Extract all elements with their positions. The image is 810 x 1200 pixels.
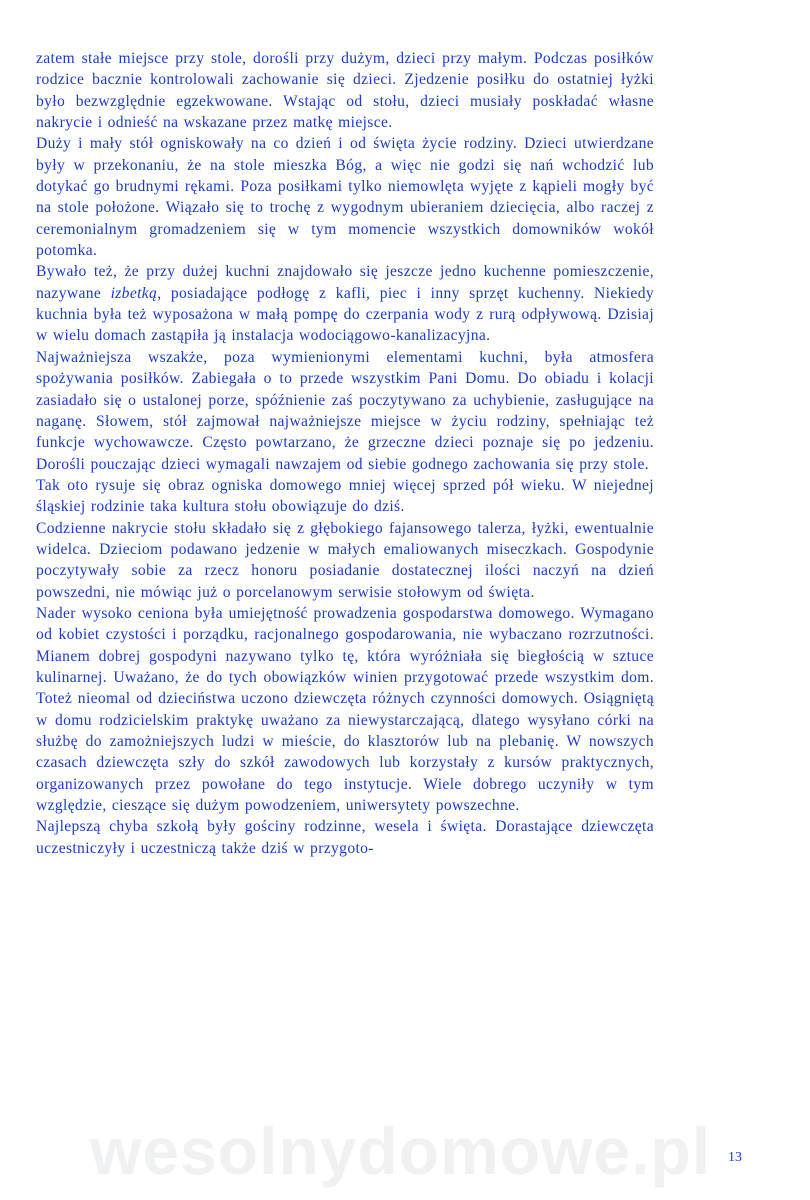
paragraph-6: Codzienne nakrycie stołu składało się z głębokiego fajansowego talerza, łyżki, ewentualnie widelca. Dzieciom podawano jedzenie w małych emaliowanych miseczkach. Gospodynie poczytywały sobie za rzecz honoru posiadanie dostatecznej ilości naczyń na dzień powszedni, nie mówiąc już o porcelanowym serwisie stołowym od święta.: [36, 519, 654, 601]
body-text: [36, 48, 654, 859]
paragraph-4: Najważniejsza wszakże, poza wymienionymi elementami kuchni, była atmosfera spożywania posiłków. Zabiegała o to przede wszystkim Pani Domu. Do obiadu i kolacji zasiadało się o ustalonej porze, spóźnienie zaś poczytywano za uchybienie, zasługujące na naganę. Słowem, stół zajmował najważniejsze miejsce w życiu rodziny, spełniając też funkcje wychowawcze. Często powtarzano, że grzeczne dzieci poznaje się po jedzeniu. Dorośli pouczając dzieci wymagali nawzajem od siebie godnego zachowania się przy stole.: [36, 348, 654, 473]
paragraph-3-text-end: , posiadające podłogę z kafli, piec i inny sprzęt kuchenny. Niekiedy kuchnia była też wyposażona w małą pompę do czerpania wody z rurą odpływową. Dzisiaj w wielu domach zastąpiła ją instalacja wodociągowo-kanalizacyjna.: [36, 284, 654, 345]
paragraph-3: [36, 261, 654, 346]
site-watermark: wesolnydomowe.pl: [90, 1114, 712, 1188]
paragraph-8: Najlepszą chyba szkołą były gościny rodzinne, wesela i święta. Dorastające dziewczęta uczestniczyły i uczestniczą także dziś w przygoto-: [36, 818, 654, 857]
paragraph-1: zatem stałe miejsce przy stole, dorośli przy dużym, dzieci przy małym. Podczas posiłków rodzice bacznie kontrolowali zachowanie się dzieci. Zjedzenie posiłku do ostatniej łyżki było bezwzględnie egzekwowane. Wstając od stołu, dzieci musiały poskładać własne nakrycie i odnieść na wskazane przez matkę miejsce.: [36, 50, 654, 132]
paragraph-7: Nader wysoko ceniona była umiejętność prowadzenia gospodarstwa domowego. Wymagano od kobiet czystości i porządku, racjonalnego gospodarowania, nie wybaczano rozrzutności. Mianem dobrej gospodyni nazywano tylko tę, która wyróżniała się biegłością w sztuce kulinarnej. Uważano, że do tych obowiązków winien przygotować przede wszystkim dom. Toteż nieomal od dzieciństwa uczono dziewczęta różnych czynności domowych. Osiągniętą w domu rodzicielskim praktykę uważano za niewystarczającą, dlatego wysyłano córki na służbę do zamożniejszych ludzi w mieście, do klasztorów lub na plebanię. W nowszych czasach dziewczęta szły do szkół zawodowych lub korzystały z kursów praktycznych, organizowanych przez powołane do tego instytucje. Wiele dobrego uczyniły w tym względzie, cieszące się dużym powodzeniem, uniwersytety powszechne.: [36, 604, 654, 815]
paragraph-3-text-start: Bywało też, że przy dużej kuchni znajdowało się jeszcze jedno kuchenne pomieszczenie, nazywane: [36, 263, 654, 302]
emphasized-term-izbetka: izbetką: [110, 284, 158, 302]
paragraph-2: Duży i mały stół ogniskowały na co dzień i od święta życie rodziny. Dzieci utwierdzane były w przekonaniu, że na stole mieszka Bóg, a więc nie godzi się nań wchodzić lub dotykać go brudnymi rękami. Poza posiłkami tylko niemowlęta wyjęte z kąpieli mogły być na stole położone. Wiązało się to trochę z wygodnym ubieraniem dziecięcia, albo raczej z ceremonialnym gromadzeniem się w tym momencie wszystkich domowników wokół potomka.: [36, 135, 654, 260]
paragraph-5: Tak oto rysuje się obraz ogniska domowego mniej więcej sprzed pół wieku. W niejednej śląskiej rodzinie taka kultura stołu obowiązuje do dziś.: [36, 476, 654, 516]
page-number: 13: [728, 1150, 742, 1165]
